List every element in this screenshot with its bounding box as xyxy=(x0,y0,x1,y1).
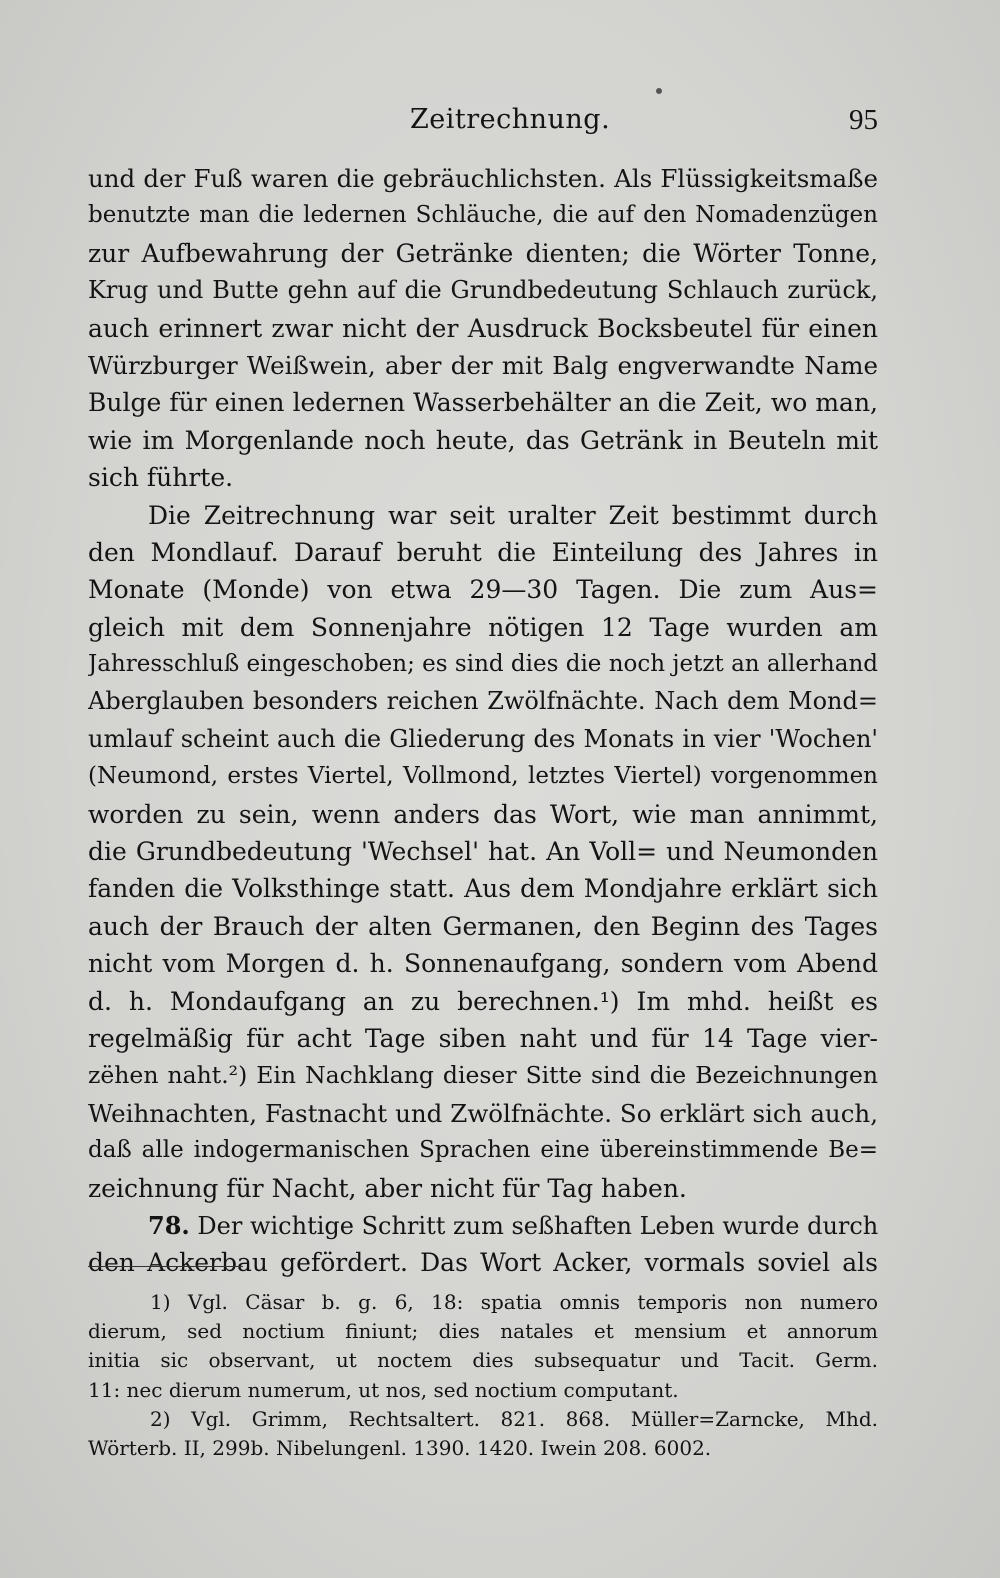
page-header xyxy=(88,104,878,144)
text-line: Bulge für einen ledernen Wasserbehälter an die Zeit, wo man, xyxy=(88,388,878,418)
text-line: Jahresschluß eingeschoben; es sind dies die noch jetzt an allerhand xyxy=(88,651,878,678)
footnote-line: initia sic observant, ut noctem dies subsequatur und Tacit. Germ. xyxy=(88,1348,878,1373)
text-line: umlauf scheint auch die Gliederung des Monats in vier 'Wochen' xyxy=(88,724,878,753)
text-line: den Mondlauf. Darauf beruht die Einteilung des Jahres in xyxy=(88,537,878,567)
text-line: Die Zeitrechnung war seit uralter Zeit bestimmt durch xyxy=(148,500,878,530)
text-line: benutzte man die ledernen Schläuche, die auf den Nomadenzügen xyxy=(88,202,878,229)
text-line: Aberglauben besonders reichen Zwölfnächte. Nach dem Mond= xyxy=(88,687,878,716)
text-line: d. h. Mondaufgang an zu berechnen.¹) Im mhd. heißt es xyxy=(88,986,878,1016)
page-number: 95 xyxy=(849,104,878,136)
section-number: 78. xyxy=(148,1210,190,1240)
text-line: die Grundbedeutung 'Wechsel' hat. An Voll= und Neumonden xyxy=(88,837,878,867)
text-line: Weihnachten, Fastnacht und Zwölfnächte. So erklärt sich auch, xyxy=(88,1098,878,1128)
text-line: nicht vom Morgen d. h. Sonnenaufgang, sondern vom Abend xyxy=(88,949,878,979)
text-line: worden zu sein, wenn anders das Wort, wie man annimmt, xyxy=(88,799,878,829)
footnote-line: dierum, sed noctium finiunt; dies natales et mensium et annorum xyxy=(88,1319,878,1344)
text-line: Krug und Butte gehn auf die Grundbedeutung Schlauch zurück, xyxy=(88,276,878,305)
text-line: auch der Brauch der alten Germanen, den Beginn des Tages xyxy=(88,911,878,941)
ink-speck xyxy=(656,88,662,94)
footnote-divider xyxy=(88,1266,243,1267)
footnote-line: 11: nec dierum numerum, ut nos, sed noctium computant. xyxy=(88,1377,679,1402)
text-line: zur Aufbewahrung der Getränke dienten; die Wörter Tonne, xyxy=(88,238,878,268)
text-line: fanden die Volksthinge statt. Aus dem Mondjahre erklärt sich xyxy=(88,874,878,904)
footnotes xyxy=(88,1288,878,1463)
text-line: den Ackerbau gefördert. Das Wort Acker, vormals soviel als xyxy=(88,1248,878,1278)
text-line: Würzburger Weißwein, aber der mit Balg engverwandte Name xyxy=(88,350,878,380)
text-line: (Neumond, erstes Viertel, Vollmond, letztes Viertel) vorgenommen xyxy=(88,763,878,790)
text-line: sich führte. xyxy=(88,463,234,493)
footnote-line: 2) Vgl. Grimm, Rechtsaltert. 821. 868. Müller=Zarncke, Mhd. xyxy=(150,1406,878,1431)
text-line: zeichnung für Nacht, aber nicht für Tag haben. xyxy=(88,1173,687,1203)
text-line: daß alle indogermanischen Sprachen eine übereinstimmende Be= xyxy=(88,1137,878,1164)
section-78-first-line xyxy=(88,1207,878,1244)
body-text xyxy=(88,160,878,1282)
footnote-line: 1) Vgl. Cäsar b. g. 6, 18: spatia omnis temporis non numero xyxy=(150,1290,878,1314)
running-title: Zeitrechnung. xyxy=(410,104,611,135)
text-line: zëhen naht.²) Ein Nachklang dieser Sitte sind die Bezeichnungen xyxy=(88,1061,878,1090)
section-78-text: Der wichtige Schritt zum seßhaften Leben wurde durch xyxy=(197,1211,878,1240)
text-line: auch erinnert zwar nicht der Ausdruck Bocksbeutel für einen xyxy=(88,313,878,343)
text-line: regelmäßig für acht Tage siben naht und für 14 Tage vier- xyxy=(88,1023,878,1053)
text-line: Monate (Monde) von etwa 29—30 Tagen. Die zum Aus= xyxy=(88,575,878,605)
footnote-line: Wörterb. II, 299b. Nibelungenl. 1390. 1420. Iwein 208. 6002. xyxy=(88,1435,712,1460)
text-line: wie im Morgenlande noch heute, das Getränk in Beuteln mit xyxy=(88,425,878,455)
text-line: und der Fuß waren die gebräuchlichsten. Als Flüssigkeitsmaße xyxy=(88,164,878,193)
text-line: gleich mit dem Sonnenjahre nötigen 12 Tage wurden am xyxy=(88,612,878,642)
